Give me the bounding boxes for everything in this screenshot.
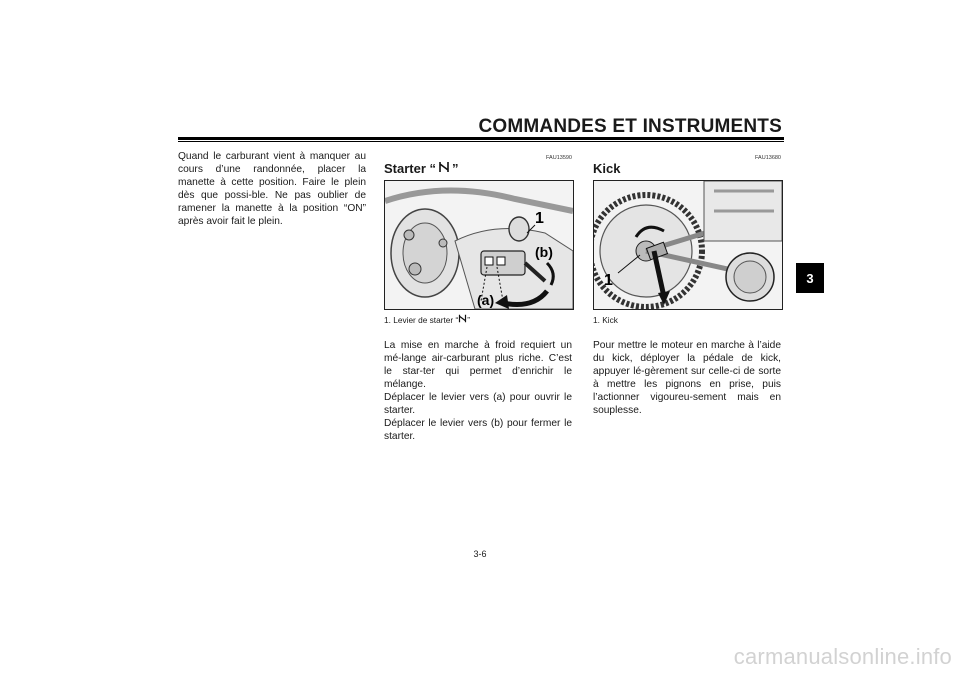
kick-heading: Kick — [593, 160, 621, 176]
chapter-tab: 3 — [796, 263, 824, 293]
starter-heading-prefix: Starter “ — [384, 160, 437, 176]
header-rule-thin — [178, 141, 784, 142]
kick-label-1: 1 — [604, 272, 613, 289]
starter-lever-illustration — [385, 181, 573, 309]
starter-paragraph-2: Déplacer le levier vers (a) pour ouvrir le starter. — [384, 392, 572, 416]
page-header-title: COMMANDES ET INSTRUMENTS — [478, 116, 782, 137]
kick-paragraph: Pour mettre le moteur en marche à l’aide du kick, déployer la pédale de kick, appuyer lé-gèrement sur celle-ci de sorte à mettre les pignons en prise, puis l’actionner vigoureu-sement mais en souplesse. — [593, 340, 781, 416]
starter-paragraph-3: Déplacer le levier vers (b) pour fermer le starter. — [384, 418, 572, 442]
starter-paragraph-1: La mise en marche à froid requiert un mé-lange air-carburant plus riche. C’est le star-ter qui permet d’enrichir le mélange. — [384, 340, 572, 390]
column-left — [178, 150, 366, 228]
starter-caption-prefix: 1. Levier de starter “ — [384, 314, 459, 325]
starter-lever-figure — [384, 180, 574, 310]
kick-figure — [593, 180, 783, 310]
starter-ref-code: FAU13590 — [546, 155, 572, 161]
header-rule-thick — [178, 137, 784, 140]
starter-label-1: 1 — [535, 210, 544, 227]
starter-label-a: (a) — [477, 292, 495, 308]
fuel-paragraph: Quand le carburant vient à manquer au cours d’une randonnée, placer la manette à cette position. Faire le plein dès que possi-ble. Ne pas oublier de ramener la manette à la position “ON” après avoir fait le plein. — [178, 151, 366, 227]
starter-caption — [384, 315, 572, 325]
choke-icon-small — [458, 314, 467, 327]
page-number: 3-6 — [473, 549, 487, 559]
kick-ref-code: FAU13680 — [755, 155, 781, 161]
starter-label-b: (b) — [535, 244, 553, 260]
kick-caption: 1. Kick — [593, 314, 618, 325]
starter-caption-suffix: ” — [467, 314, 471, 325]
starter-heading-suffix: ” — [452, 160, 459, 176]
watermark: carmanualsonline.info — [733, 644, 952, 669]
choke-icon — [438, 161, 450, 175]
starter-heading — [384, 160, 572, 176]
kick-illustration — [594, 181, 782, 309]
column-starter — [384, 150, 572, 443]
column-kick — [593, 150, 781, 417]
